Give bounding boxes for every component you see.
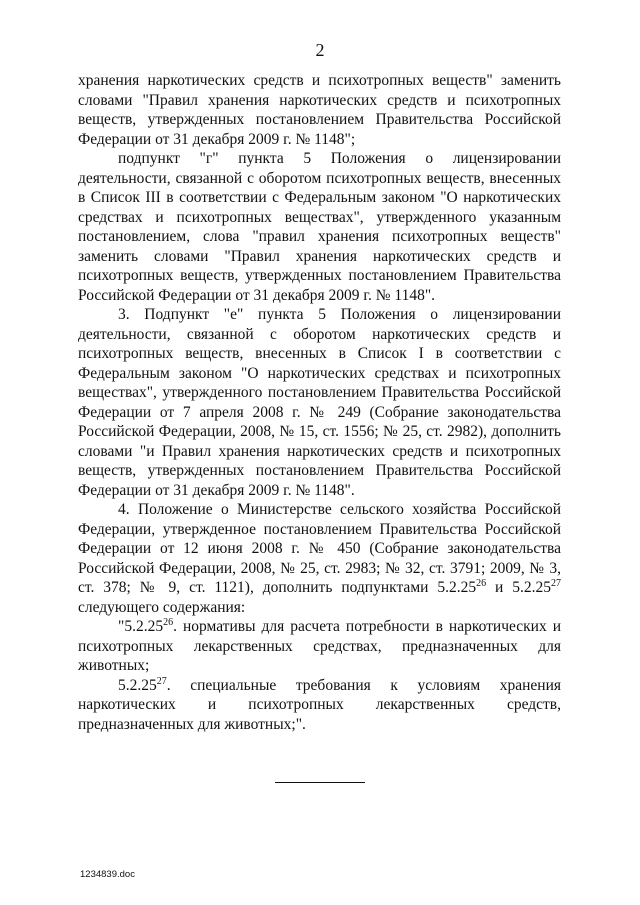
paragraph-3: 3. Подпункт "е" пункта 5 Положения о лицензировании деятельности, связанной с оборотом наркотических средств и психотропных веществ, внесенных в Список I в соответствии с Федеральным законом "О наркотических средствах и психотропных веществах", утвержденного постановлением Правительства Российской Федерации от 7 апреля 2008 г. № 249 (Собрание законодательства Российской Федерации, 2008, № 15, ст. 1556; № 25, ст. 2982), дополнить словами "и Правил хранения наркотических средств и психотропных веществ, утвержденных постановлением Правительства Российской Федерации от 31 декабря 2009 г. № 1148". (78, 306, 561, 499)
paragraph-2: подпункт "г" пункта 5 Положения о лицензировании деятельности, связанной с оборотом психотропных веществ, внесенных в Список III в соответствии с Федеральным законом "О наркотических средствах и психотропных веществах", утвержденного указанным постановлением, слова "правил хранения психотропных веществ" заменить словами "Правил хранения наркотических средств и психотропных веществ, утвержденных постановлением Правительства Российской Федерации от 31 декабря 2009 г. № 1148". (78, 150, 561, 304)
superscript-26: 26 (163, 617, 174, 628)
paragraph-5 (78, 617, 561, 676)
paragraph-4-text-2: и 5.2.25 (486, 579, 552, 596)
paragraph-1: хранения наркотических средств и психотропных веществ" заменить словами "Правил хранения наркотических средств и психотропных веществ, утвержденных постановлением Правительства Российской Федерации от 31 декабря 2009 г. № 1148"; (78, 72, 561, 148)
superscript-27: 27 (156, 675, 167, 687)
paragraph-6-text: 5.2.25 (118, 676, 157, 694)
superscript-26: 26 (476, 578, 487, 589)
paragraph-5-text: "5.2.25 (118, 618, 164, 635)
paragraph-5-text-2: . нормативы для расчета потребности в наркотических и психотропных лекарственных средствах, предназначенных для животных; (78, 618, 561, 674)
file-reference: 1234839.doc (80, 869, 135, 880)
paragraph-6-text-2: . специальные требования к условиям хранения наркотических и психотропных лекарственных средств, предназначенных для животных;". (78, 676, 561, 733)
document-body (78, 71, 561, 734)
superscript-27: 27 (551, 578, 562, 589)
page-number: 2 (315, 40, 325, 60)
paragraph-4-text: 4. Положение о Министерстве сельского хозяйства Российской Федерации, утвержденное постановлением Правительства Российской Федерации от 12 июня 2008 г. № 450 (Собрание законодательства Российской Федерации, 2008, № 25, ст. 2983; № 32, ст. 3791; 2009, № 3, ст. 378; № 9, ст. 1121), дополнить подпунктами 5.2.25 (78, 501, 561, 596)
end-divider (275, 782, 365, 783)
paragraph-6 (78, 676, 561, 735)
paragraph-4-text-3: следующего содержания: (78, 598, 246, 616)
paragraph-4 (78, 500, 561, 617)
